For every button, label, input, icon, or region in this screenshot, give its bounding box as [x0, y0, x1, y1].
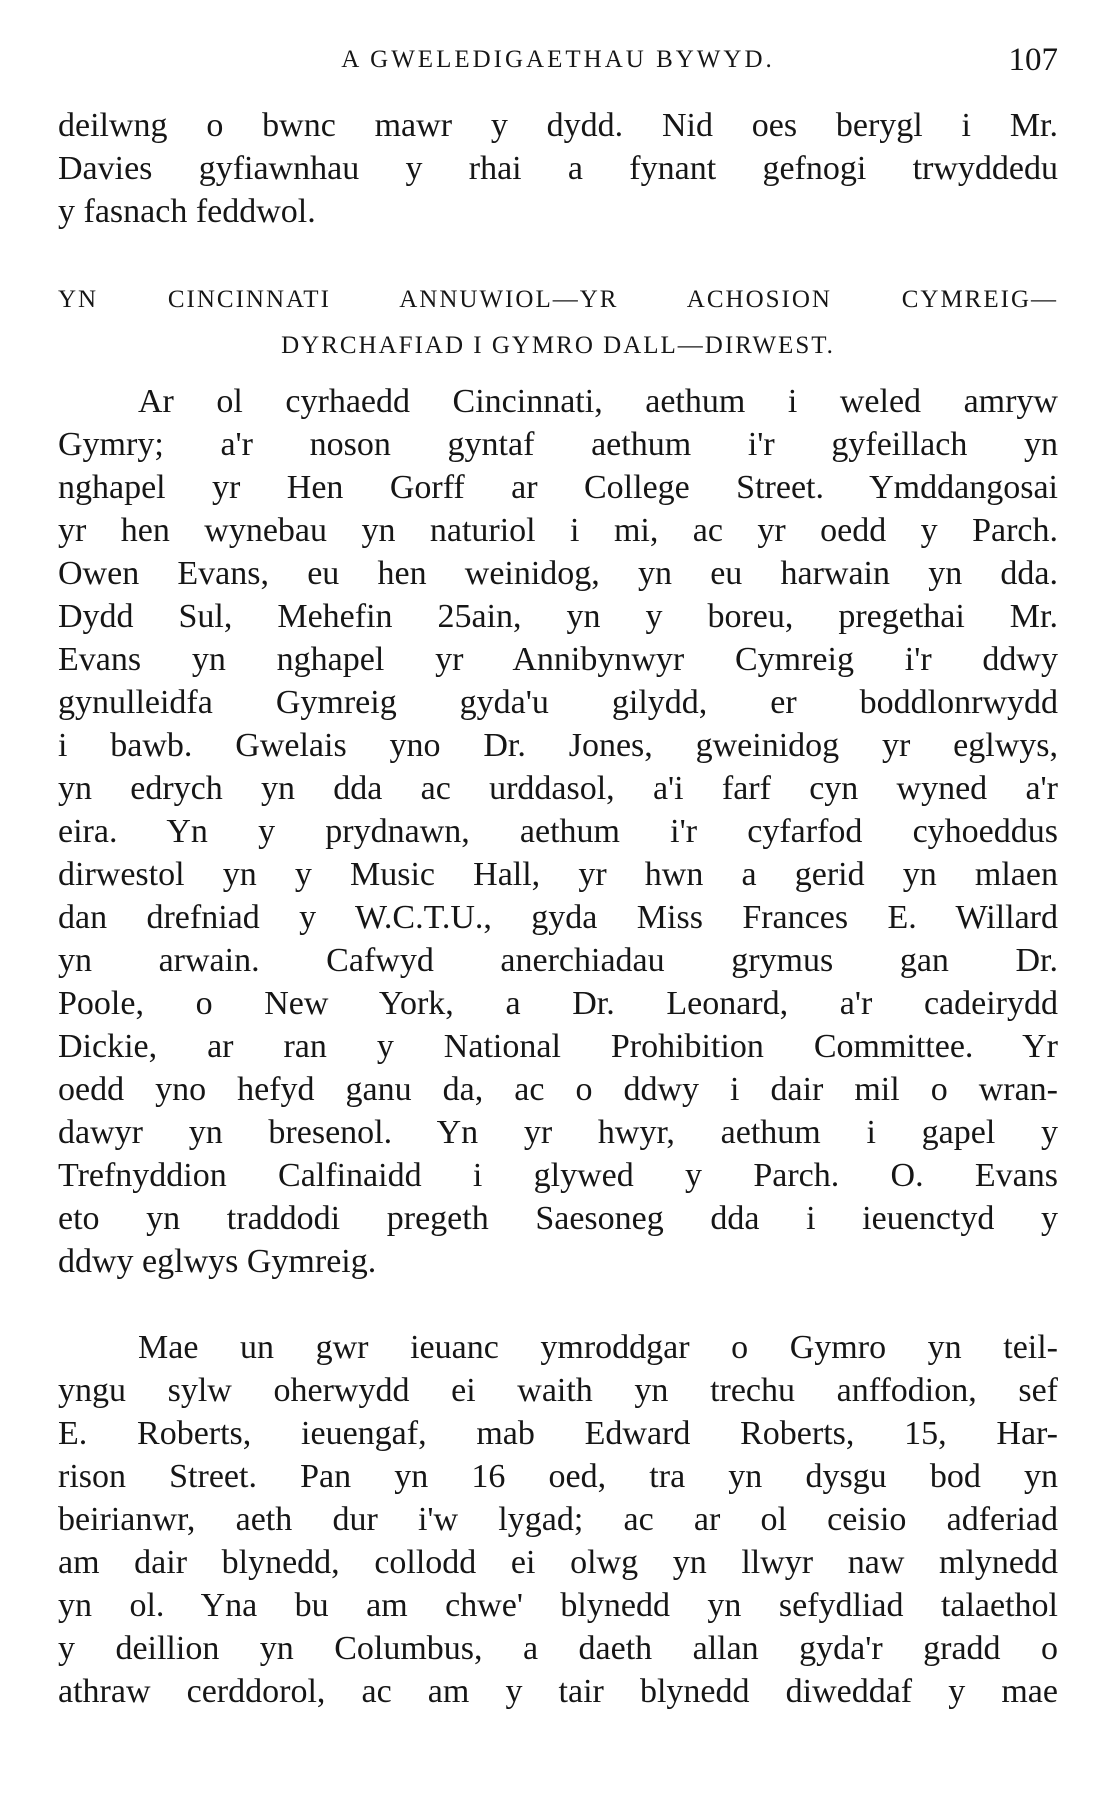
text-line: Mae un gwr ieuanc ymroddgar o Gymro yn teil-: [138, 1329, 1058, 1366]
text-line: Davies gyfiawnhau y rhai a fynant gefnogi trwyddedu: [58, 150, 1058, 187]
page-number: 107: [1008, 42, 1058, 78]
text-line: Trefnyddion Calfinaidd i glywed y Parch. O. Evans: [58, 1157, 1058, 1194]
text-line: Owen Evans, eu hen weinidog, yn eu harwain yn dda.: [58, 555, 1058, 592]
text-line: oedd yno hefyd ganu da, ac o ddwy i dair mil o wran-: [58, 1071, 1058, 1108]
text-line: y fasnach feddwol.: [58, 193, 316, 230]
text-line: dan drefniad y W.C.T.U., gyda Miss Frances E. Willard: [58, 899, 1058, 936]
text-line: am dair blynedd, collodd ei olwg yn llwyr naw mlynedd: [58, 1544, 1058, 1581]
running-title: A GWELEDIGAETHAU BYWYD.: [341, 46, 775, 73]
text-line: i bawb. Gwelais yno Dr. Jones, gweinidog yr eglwys,: [58, 727, 1058, 764]
running-head: [58, 42, 1058, 82]
text-line: deilwng o bwnc mawr y dydd. Nid oes berygl i Mr.: [58, 107, 1058, 144]
section-heading: [58, 277, 1058, 369]
text-line: Poole, o New York, a Dr. Leonard, a'r cadeirydd: [58, 985, 1058, 1022]
text-line: y deillion yn Columbus, a daeth allan gyda'r gradd o: [58, 1630, 1058, 1667]
text-line: gynulleidfa Gymreig gyda'u gilydd, er boddlonrwydd: [58, 684, 1058, 721]
text-line: ddwy eglwys Gymreig.: [58, 1243, 377, 1280]
text-line: beirianwr, aeth dur i'w lygad; ac ar ol ceisio adferiad: [58, 1501, 1058, 1538]
section-heading-line: DYRCHAFIAD I GYMRO DALL—DIRWEST.: [281, 332, 835, 359]
text-line: athraw cerddorol, ac am y tair blynedd diweddaf y mae: [58, 1673, 1058, 1710]
text-line: Dydd Sul, Mehefin 25ain, yn y boreu, pregethai Mr.: [58, 598, 1058, 635]
text-line: yr hen wynebau yn naturiol i mi, ac yr oedd y Parch.: [58, 512, 1058, 549]
text-line: eira. Yn y prydnawn, aethum i'r cyfarfod cyhoeddus: [58, 813, 1058, 850]
text-line: rison Street. Pan yn 16 oed, tra yn dysgu bod yn: [58, 1458, 1058, 1495]
text-line: dirwestol yn y Music Hall, yr hwn a gerid yn mlaen: [58, 856, 1058, 893]
paragraph: [58, 1326, 1058, 1713]
text-line: yn edrych yn dda ac urddasol, a'i farf cyn wyned a'r: [58, 770, 1058, 807]
text-line: Gymry; a'r noson gyntaf aethum i'r gyfeillach yn: [58, 426, 1058, 463]
opening-paragraph: [58, 104, 1058, 233]
text-line: yngu sylw oherwydd ei waith yn trechu anffodion, sef: [58, 1372, 1058, 1409]
text-line: Ar ol cyrhaedd Cincinnati, aethum i weled amryw: [138, 383, 1058, 420]
text-line: nghapel yr Hen Gorff ar College Street. Ymddangosai: [58, 469, 1058, 506]
text-line: E. Roberts, ieuengaf, mab Edward Roberts, 15, Har-: [58, 1415, 1058, 1452]
section-heading-line: YN CINCINNATI ANNUWIOL—YR ACHOSION CYMREIG—: [58, 286, 1058, 313]
paragraph: [58, 380, 1058, 1283]
text-line: Dickie, ar ran y National Prohibition Committee. Yr: [58, 1028, 1058, 1065]
text-line: Evans yn nghapel yr Annibynwyr Cymreig i'r ddwy: [58, 641, 1058, 678]
text-line: yn arwain. Cafwyd anerchiadau grymus gan Dr.: [58, 942, 1058, 979]
text-line: dawyr yn bresenol. Yn yr hwyr, aethum i gapel y: [58, 1114, 1058, 1151]
text-line: yn ol. Yna bu am chwe' blynedd yn sefydliad talaethol: [58, 1587, 1058, 1624]
text-line: eto yn traddodi pregeth Saesoneg dda i ieuenctyd y: [58, 1200, 1058, 1237]
